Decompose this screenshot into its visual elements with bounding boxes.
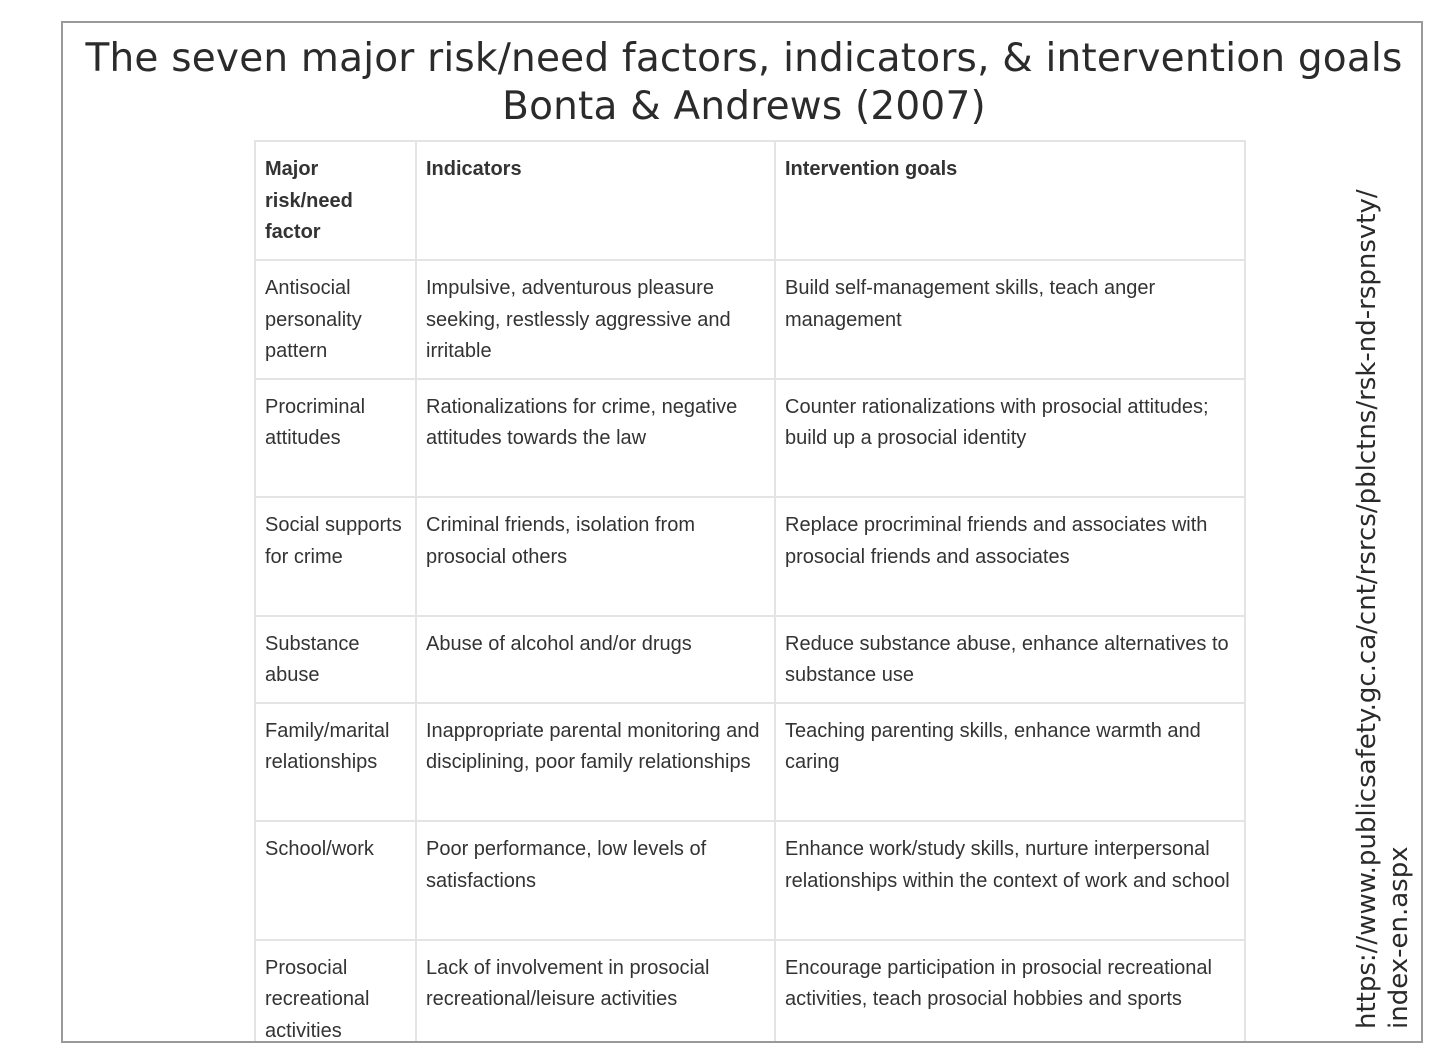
table-row bbox=[255, 379, 1245, 498]
cell-factor: Family/marital relationships bbox=[255, 703, 416, 822]
cell-factor: Antisocial personality pattern bbox=[255, 260, 416, 379]
cell-goals: Replace procriminal friends and associates with prosocial friends and associates bbox=[775, 497, 1245, 616]
cell-goals: Build self-management skills, teach anger management bbox=[775, 260, 1245, 379]
table-row bbox=[255, 940, 1245, 1044]
cell-factor: Substance abuse bbox=[255, 616, 416, 703]
cell-indicators: Poor performance, low levels of satisfactions bbox=[416, 821, 775, 940]
table-row bbox=[255, 260, 1245, 379]
slide-frame bbox=[61, 21, 1423, 1043]
table-row bbox=[255, 821, 1245, 940]
table-header-row bbox=[255, 141, 1245, 260]
table-row bbox=[255, 616, 1245, 703]
cell-factor: School/work bbox=[255, 821, 416, 940]
cell-indicators: Lack of involvement in prosocial recreational/leisure activities bbox=[416, 940, 775, 1044]
slide-title bbox=[63, 35, 1423, 131]
risk-need-table bbox=[254, 140, 1246, 1043]
table-row bbox=[255, 497, 1245, 616]
cell-indicators: Inappropriate parental monitoring and disciplining, poor family relationships bbox=[416, 703, 775, 822]
title-line-2: Bonta & Andrews (2007) bbox=[502, 84, 986, 129]
cell-goals: Enhance work/study skills, nurture interpersonal relationships within the context of work and school bbox=[775, 821, 1245, 940]
table-row bbox=[255, 703, 1245, 822]
header-goals: Intervention goals bbox=[775, 141, 1245, 260]
header-indicators: Indicators bbox=[416, 141, 775, 260]
header-factor: Major risk/need factor bbox=[255, 141, 416, 260]
cell-indicators: Rationalizations for crime, negative attitudes towards the law bbox=[416, 379, 775, 498]
title-line-1: The seven major risk/need factors, indicators, & intervention goals bbox=[85, 36, 1403, 81]
cell-factor: Procriminal attitudes bbox=[255, 379, 416, 498]
cell-indicators: Abuse of alcohol and/or drugs bbox=[416, 616, 775, 703]
cell-goals: Counter rationalizations with prosocial attitudes; build up a prosocial identity bbox=[775, 379, 1245, 498]
source-url bbox=[1351, 189, 1415, 1029]
cell-indicators: Criminal friends, isolation from prosocial others bbox=[416, 497, 775, 616]
cell-indicators: Impulsive, adventurous pleasure seeking, restlessly aggressive and irritable bbox=[416, 260, 775, 379]
source-url-line-1: https://www.publicsafety.gc.ca/cnt/rsrcs/pblctns/rsk-nd-rspnsvty/ bbox=[1352, 189, 1382, 1029]
cell-factor: Prosocial recreational activities bbox=[255, 940, 416, 1044]
source-url-line-2: index-en.aspx bbox=[1384, 846, 1414, 1029]
cell-goals: Reduce substance abuse, enhance alternatives to substance use bbox=[775, 616, 1245, 703]
cell-goals: Encourage participation in prosocial recreational activities, teach prosocial hobbies and sports bbox=[775, 940, 1245, 1044]
cell-goals: Teaching parenting skills, enhance warmth and caring bbox=[775, 703, 1245, 822]
cell-factor: Social supports for crime bbox=[255, 497, 416, 616]
